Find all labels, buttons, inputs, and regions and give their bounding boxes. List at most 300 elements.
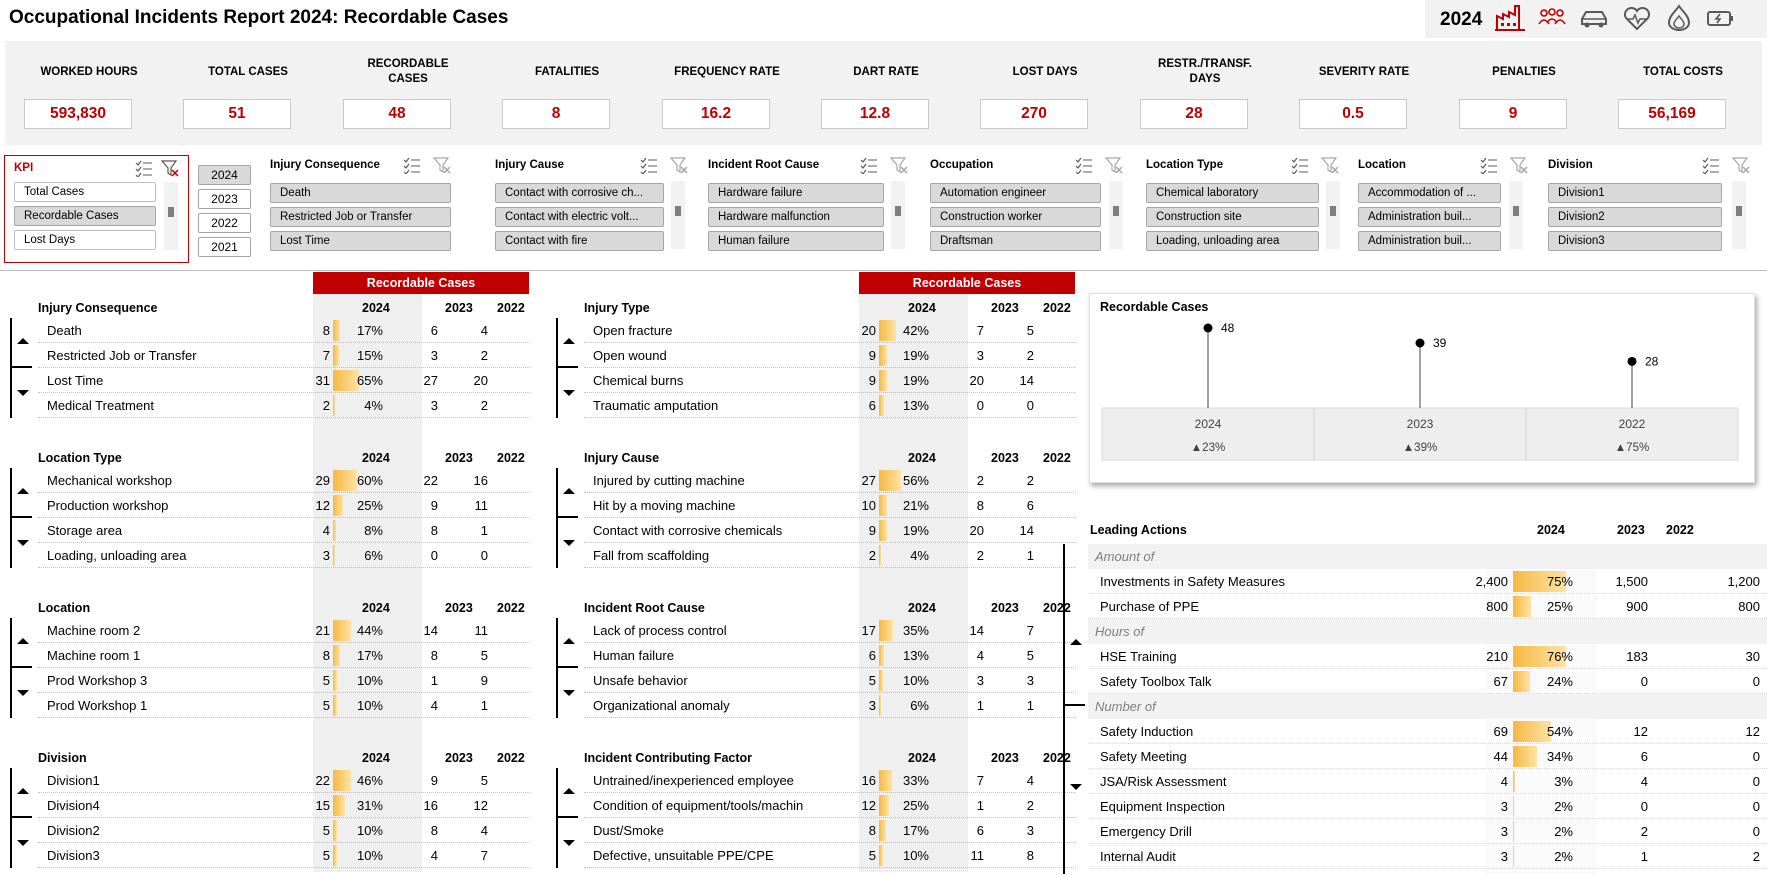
lollipop-point — [1204, 324, 1213, 333]
slicer-scrollbar[interactable] — [1326, 181, 1340, 249]
scroll-thumb[interactable] — [1330, 206, 1336, 216]
recordable-cases-band: Recordable Cases — [859, 272, 1075, 294]
value-2023: 183 — [1626, 649, 1648, 664]
table-row — [1088, 819, 1767, 844]
row-label: Organizational anomaly — [593, 698, 730, 713]
scroll-nav[interactable] — [10, 318, 30, 418]
table-title: Division — [38, 751, 87, 765]
slicer-item[interactable]: Division3 — [1548, 231, 1722, 251]
table-row — [38, 843, 530, 868]
kpi-value: 56,169 — [1618, 99, 1726, 129]
year-button-2021[interactable]: 2021 — [198, 237, 251, 257]
value-2022: 1 — [1026, 548, 1034, 563]
share-percent: 33% — [902, 773, 929, 788]
slicer-division — [1548, 153, 1750, 254]
table-row — [584, 368, 1076, 393]
value-2022: 5 — [1026, 323, 1034, 338]
nav-divider — [12, 666, 32, 668]
row-label: Open wound — [593, 348, 667, 363]
share-bar — [879, 345, 887, 366]
table-row — [38, 543, 530, 568]
year-header: 2024 — [362, 751, 390, 765]
selected-year: 2024 — [1440, 9, 1483, 30]
kpi-value: 48 — [343, 99, 451, 129]
clear-filter-icon[interactable] — [1321, 157, 1339, 174]
share-percent: 6% — [364, 548, 383, 563]
slicer-item-lost-days[interactable]: Lost Days — [14, 230, 156, 250]
slicer-item[interactable]: Restricted Job or Transfer — [270, 207, 451, 227]
fire-icon[interactable] — [1663, 4, 1695, 32]
table-row — [1088, 644, 1767, 669]
slicer-item[interactable]: Lost Time — [270, 231, 451, 251]
value-2023: 20 — [969, 373, 984, 388]
people-icon[interactable] — [1536, 4, 1568, 32]
value-2024: 800 — [1486, 599, 1508, 614]
arrow-down-icon[interactable] — [563, 540, 575, 546]
value-2022: 6 — [1026, 498, 1034, 513]
share-percent: 17% — [902, 823, 929, 838]
value-2023: 27 — [423, 373, 438, 388]
row-label: Open fracture — [593, 323, 673, 338]
share-bar — [879, 495, 887, 516]
row-label: Safety Induction — [1100, 724, 1194, 739]
arrow-down-icon[interactable] — [563, 840, 575, 846]
value-2022: 11 — [474, 623, 488, 638]
kpi-label: RECORDABLE CASES — [367, 58, 449, 85]
share-percent: 4% — [910, 548, 929, 563]
slicer-item[interactable]: Construction site — [1146, 207, 1319, 227]
clear-filter-icon[interactable] — [1732, 157, 1750, 174]
arrow-up-icon[interactable] — [17, 638, 29, 644]
year-button-2022[interactable]: 2022 — [198, 213, 251, 233]
lollipop-point — [1628, 357, 1637, 366]
share-percent: 25% — [1546, 599, 1573, 614]
arrow-up-icon[interactable] — [563, 488, 575, 494]
share-bar — [333, 520, 336, 541]
arrow-down-icon[interactable] — [17, 840, 29, 846]
share-percent: 21% — [902, 498, 929, 513]
share-percent: 25% — [902, 798, 929, 813]
year-header: 2022 — [497, 451, 525, 465]
share-percent: 2% — [1554, 799, 1573, 814]
arrow-down-icon[interactable] — [1070, 784, 1082, 790]
row-label: Human failure — [593, 648, 674, 663]
slicer-item[interactable]: Hardware failure — [708, 183, 884, 203]
row-label: Lost Time — [47, 373, 104, 388]
share-percent: 2% — [1554, 849, 1573, 864]
row-label: Storage area — [47, 523, 123, 538]
value-2023: 3 — [976, 673, 984, 688]
multi-select-icon[interactable] — [1480, 157, 1498, 174]
value-2024: 5 — [322, 673, 330, 688]
value-2022: 14 — [1019, 523, 1034, 538]
value-2022: 30 — [1745, 649, 1760, 664]
scroll-thumb[interactable] — [1513, 206, 1519, 216]
slicer-item[interactable]: Death — [270, 183, 451, 203]
value-2022: 1 — [480, 698, 488, 713]
value-2024: 2 — [868, 548, 876, 563]
table-row — [584, 668, 1076, 693]
factory-icon[interactable] — [1494, 4, 1526, 32]
share-percent: 56% — [902, 473, 929, 488]
arrow-up-icon[interactable] — [17, 788, 29, 794]
scroll-thumb[interactable] — [1113, 206, 1119, 216]
multi-select-icon[interactable] — [1291, 157, 1309, 174]
share-percent: 13% — [902, 398, 929, 413]
share-percent: 24% — [1546, 674, 1573, 689]
year-header: 2022 — [497, 601, 525, 615]
arrow-up-icon[interactable] — [563, 638, 575, 644]
year-header: 2023 — [445, 751, 473, 765]
value-2024: 8 — [322, 323, 330, 338]
slicer-item[interactable]: Contact with electric volt... — [495, 207, 664, 227]
value-2023: 1 — [976, 698, 984, 713]
value-2022: 8 — [1026, 848, 1034, 863]
share-bar — [333, 670, 337, 691]
slicer-scrollbar[interactable] — [671, 181, 685, 249]
value-2023: 4 — [976, 648, 984, 663]
slicer-item[interactable]: Automation engineer — [930, 183, 1101, 203]
value-2022: 20 — [473, 373, 488, 388]
kpi-card — [9, 41, 169, 145]
value-2022: 800 — [1738, 599, 1760, 614]
arrow-down-icon[interactable] — [17, 540, 29, 546]
multi-select-icon[interactable] — [1702, 157, 1720, 174]
share-percent: 42% — [902, 323, 929, 338]
row-label: Safety Toolbox Talk — [1100, 674, 1212, 689]
multi-select-icon[interactable] — [403, 157, 421, 174]
slicer-item[interactable]: Contact with corrosive ch... — [495, 183, 664, 203]
slicer-item[interactable]: Contact with fire — [495, 231, 664, 251]
value-2024: 5 — [322, 848, 330, 863]
slicer-item[interactable]: Draftsman — [930, 231, 1101, 251]
value-2022: 1 — [1026, 698, 1034, 713]
slicer-item[interactable]: Loading, unloading area — [1146, 231, 1319, 251]
share-bar — [879, 645, 884, 666]
arrow-down-icon[interactable] — [563, 690, 575, 696]
value-2024: 15 — [315, 798, 330, 813]
value-2024: 29 — [315, 473, 330, 488]
table-row — [38, 393, 530, 418]
share-percent: 17% — [356, 323, 383, 338]
value-2023: 8 — [430, 523, 438, 538]
value-2024: 4 — [322, 523, 330, 538]
kpi-card — [1284, 41, 1444, 145]
value-2024: 3 — [1500, 824, 1508, 839]
share-percent: 75% — [1546, 574, 1573, 589]
kpi-label: WORKED HOURS — [40, 65, 138, 78]
arrow-up-icon[interactable] — [17, 488, 29, 494]
value-2024: 22 — [315, 773, 330, 788]
table-row — [584, 818, 1076, 843]
share-percent: 10% — [356, 698, 383, 713]
value-2022: 0 — [1752, 674, 1760, 689]
year-header: 2024 — [362, 601, 390, 615]
value-2022: 5 — [480, 648, 488, 663]
row-label: Chemical burns — [593, 373, 684, 388]
share-percent: 10% — [356, 848, 383, 863]
value-2023: 6 — [976, 823, 984, 838]
value-2022: 7 — [480, 848, 488, 863]
multi-select-icon[interactable] — [860, 157, 878, 174]
table-row — [1088, 719, 1767, 744]
share-bar — [333, 320, 340, 341]
value-2023: 7 — [976, 773, 984, 788]
slicer-title: KPI — [14, 162, 34, 174]
clear-filter-icon[interactable] — [1105, 157, 1123, 174]
scroll-nav[interactable] — [556, 468, 576, 568]
clear-filter-icon[interactable] — [161, 160, 179, 177]
recordable-cases-band: Recordable Cases — [313, 272, 529, 294]
table-row — [38, 368, 530, 393]
share-percent: 54% — [1546, 724, 1573, 739]
kpi-value: 270 — [980, 99, 1088, 129]
year-header: 2022 — [497, 301, 525, 315]
table-row — [584, 643, 1076, 668]
value-2023: 2 — [1640, 824, 1648, 839]
kpi-label: PENALTIES — [1492, 65, 1556, 78]
arrow-up-icon[interactable] — [17, 338, 29, 344]
value-2024: 8 — [868, 823, 876, 838]
data-label: 48 — [1221, 321, 1235, 335]
share-bar — [879, 545, 881, 566]
year-button-2024[interactable]: 2024 — [198, 165, 251, 185]
arrow-down-icon[interactable] — [17, 690, 29, 696]
row-label: Prod Workshop 1 — [47, 698, 148, 713]
scroll-nav[interactable] — [556, 768, 576, 868]
slicer-item[interactable]: Administration buil... — [1358, 207, 1501, 227]
year-header: 2024 — [1537, 523, 1565, 537]
arrow-down-icon[interactable] — [17, 390, 29, 396]
value-2022: 0 — [1026, 398, 1034, 413]
value-2022: 2 — [1026, 348, 1034, 363]
scroll-thumb[interactable] — [895, 206, 901, 216]
value-2022: 12 — [473, 798, 488, 813]
share-bar — [333, 695, 337, 716]
value-2022: 0 — [480, 548, 488, 563]
value-2023: 2 — [976, 473, 984, 488]
value-2023: 8 — [430, 823, 438, 838]
share-percent: 4% — [364, 398, 383, 413]
slicer-item[interactable]: Construction worker — [930, 207, 1101, 227]
share-bar — [879, 670, 883, 691]
kpi-label: FREQUENCY RATE — [674, 65, 780, 78]
value-2024: 12 — [315, 498, 330, 513]
scroll-nav[interactable] — [556, 318, 576, 418]
kpi-card — [328, 41, 488, 145]
slicer-scrollbar[interactable] — [891, 181, 905, 249]
slicer-item[interactable]: Chemical laboratory — [1146, 183, 1319, 203]
multi-select-icon[interactable] — [135, 160, 153, 177]
kpi-label: TOTAL CASES — [208, 65, 288, 78]
row-label: Loading, unloading area — [47, 548, 187, 563]
clear-filter-icon[interactable] — [433, 157, 451, 174]
year-header: 2023 — [991, 451, 1019, 465]
lollipop-chart — [1090, 294, 1756, 484]
year-button-2023[interactable]: 2023 — [198, 189, 251, 209]
value-2023: 3 — [976, 348, 984, 363]
kpi-value: 593,830 — [24, 99, 132, 129]
value-2024: 16 — [861, 773, 876, 788]
kpi-label: LOST DAYS — [1012, 65, 1078, 78]
table-row — [1088, 794, 1767, 819]
value-2022: 12 — [1745, 724, 1760, 739]
nav-divider — [12, 366, 32, 368]
slicer-scrollbar[interactable] — [1732, 181, 1746, 249]
slicer-title: Location Type — [1146, 159, 1224, 171]
slicer-item-recordable-cases[interactable]: Recordable Cases — [14, 206, 156, 226]
table-row — [584, 768, 1076, 793]
year-header: 2022 — [1043, 451, 1071, 465]
table-row — [38, 793, 530, 818]
row-label: Internal Audit — [1100, 849, 1176, 864]
value-2024: 6 — [868, 648, 876, 663]
share-bar — [333, 395, 335, 416]
scroll-nav[interactable] — [1063, 544, 1083, 874]
slicer-item[interactable]: Hardware malfunction — [708, 207, 884, 227]
nav-divider — [12, 816, 32, 818]
table-row — [38, 768, 530, 793]
table-row — [584, 693, 1076, 718]
row-label: Death — [47, 323, 82, 338]
table-row — [38, 818, 530, 843]
year-header: 2023 — [445, 601, 473, 615]
arrow-down-icon[interactable] — [563, 390, 575, 396]
nav-divider — [12, 516, 32, 518]
value-2023: 6 — [1640, 749, 1648, 764]
value-2023: 0 — [1640, 799, 1648, 814]
table-row — [38, 668, 530, 693]
row-label: Investments in Safety Measures — [1100, 574, 1285, 589]
share-percent: 44% — [356, 623, 383, 638]
clear-filter-icon[interactable] — [890, 157, 908, 174]
table-row — [584, 843, 1076, 868]
year-header: 2024 — [908, 451, 936, 465]
row-label: Lack of process control — [593, 623, 727, 638]
table-row — [38, 318, 530, 343]
table-row — [38, 618, 530, 643]
slicer-injury-cause — [495, 153, 688, 254]
share-percent: 65% — [356, 373, 383, 388]
share-bar — [879, 395, 884, 416]
slicer-title: Location — [1358, 159, 1406, 171]
value-2023: 14 — [423, 623, 438, 638]
scroll-nav[interactable] — [556, 618, 576, 718]
share-bar — [879, 695, 881, 716]
table-row — [584, 543, 1076, 568]
year-header: 2024 — [908, 751, 936, 765]
slicer-item[interactable]: Accommodation of ... — [1358, 183, 1501, 203]
row-label: Condition of equipment/tools/machin — [593, 798, 804, 813]
heart-icon[interactable] — [1621, 4, 1653, 32]
slicer-item[interactable]: Administration buil... — [1358, 231, 1501, 251]
value-2024: 4 — [1500, 774, 1508, 789]
row-label: Fall from scaffolding — [593, 548, 710, 563]
share-percent: 17% — [356, 648, 383, 663]
scroll-thumb[interactable] — [1736, 206, 1742, 216]
slicer-location-type — [1146, 153, 1339, 254]
slicer-item[interactable]: Division1 — [1548, 183, 1722, 203]
scroll-thumb[interactable] — [675, 206, 681, 216]
row-label: Dust/Smoke — [593, 823, 664, 838]
year-header: 2023 — [445, 301, 473, 315]
value-2024: 9 — [868, 373, 876, 388]
scroll-nav[interactable] — [10, 468, 30, 568]
slicer-item[interactable]: Human failure — [708, 231, 884, 251]
slicer-item[interactable]: Division2 — [1548, 207, 1722, 227]
share-percent: 31% — [356, 798, 383, 813]
multi-select-icon[interactable] — [1075, 157, 1093, 174]
kpi-value: 16.2 — [662, 99, 770, 129]
scroll-nav[interactable] — [10, 618, 30, 718]
divider — [0, 270, 1767, 271]
value-2022: 4 — [1026, 773, 1034, 788]
slicer-scrollbar[interactable] — [164, 182, 178, 250]
row-label: Emergency Drill — [1100, 824, 1192, 839]
arrow-up-icon[interactable] — [563, 338, 575, 344]
arrow-up-icon[interactable] — [1070, 639, 1082, 645]
value-2023: 16 — [423, 798, 438, 813]
slicer-title: Injury Consequence — [270, 159, 380, 171]
slicer-item-total-cases[interactable]: Total Cases — [14, 182, 156, 202]
scroll-nav[interactable] — [10, 768, 30, 868]
nav-divider — [1065, 704, 1085, 706]
slicer-scrollbar[interactable] — [1509, 181, 1523, 249]
clear-filter-icon[interactable] — [670, 157, 688, 174]
table-row — [584, 343, 1076, 368]
value-2024: 3 — [1500, 799, 1508, 814]
kpi-label: SEVERITY RATE — [1318, 65, 1410, 78]
share-bar — [333, 345, 339, 366]
row-label: Contact with corrosive chemicals — [593, 523, 783, 538]
table-title: Injury Consequence — [38, 301, 158, 315]
kpi-value: 28 — [1140, 99, 1248, 129]
slicer-scrollbar[interactable] — [1109, 181, 1123, 249]
battery-icon[interactable] — [1705, 4, 1737, 32]
arrow-up-icon[interactable] — [563, 788, 575, 794]
year-header: 2023 — [991, 751, 1019, 765]
value-2024: 9 — [868, 348, 876, 363]
value-2024: 6 — [868, 398, 876, 413]
value-2022: 1 — [480, 523, 488, 538]
share-percent: 46% — [356, 773, 383, 788]
value-2023: 22 — [423, 473, 438, 488]
value-2022: 0 — [1752, 799, 1760, 814]
value-2022: 16 — [473, 473, 488, 488]
category-header: Amount of — [1088, 544, 1767, 569]
value-2023: 4 — [1640, 774, 1648, 789]
table-title: Injury Cause — [584, 451, 660, 465]
share-bar — [333, 645, 340, 666]
share-percent: 10% — [356, 823, 383, 838]
multi-select-icon[interactable] — [640, 157, 658, 174]
clear-filter-icon[interactable] — [1510, 157, 1528, 174]
scroll-thumb[interactable] — [168, 207, 174, 217]
value-2024: 8 — [322, 648, 330, 663]
car-icon[interactable] — [1578, 4, 1610, 32]
year-header: 2024 — [362, 451, 390, 465]
year-header: 2023 — [1617, 523, 1645, 537]
table-title: Location Type — [38, 451, 122, 465]
top-right-panel — [1425, 0, 1767, 38]
kpi-value: 51 — [183, 99, 291, 129]
category-header: Number of — [1088, 694, 1767, 719]
year-header: 2022 — [1043, 601, 1071, 615]
value-2022: 4 — [480, 823, 488, 838]
value-2024: 10 — [861, 498, 876, 513]
share-percent: 10% — [902, 673, 929, 688]
value-2024: 21 — [315, 623, 330, 638]
